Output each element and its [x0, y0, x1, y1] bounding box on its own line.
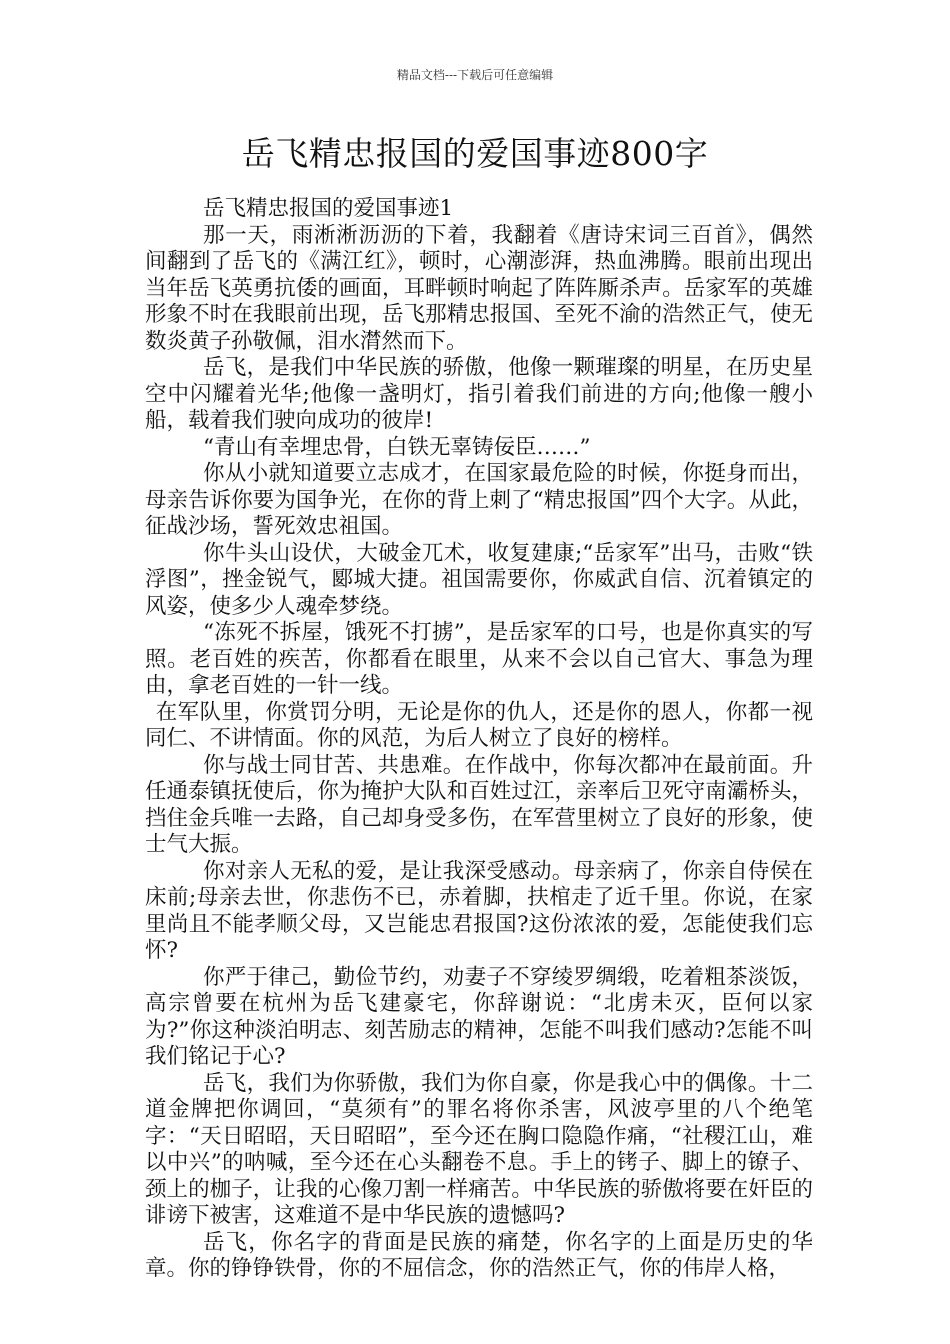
paragraph-3: “青山有幸埋忠骨，白铁无辜铸佞臣……” — [203, 434, 591, 460]
paragraph-7: 在军队里，你赏罚分明，无论是你的仇人，还是你的恩人，你都一视同仁、不讲情面。你的风范，为后人树立了良好的榜样。 — [145, 699, 813, 751]
paragraph-1: 那一天，雨淅淅沥沥的下着，我翻着《唐诗宋词三百首》，偶然间翻到了岳飞的《满江红》，顿时，心潮澎湃，热血沸腾。眼前出现出当年岳飞英勇抗倭的画面，耳畔顿时响起了阵阵厮杀声。岳家军的英雄形象不时在我眼前出现，岳飞那精忠报国、至死不渝的浩然正气，使无数炎黄子孙敬佩，泪水潸然而下。 — [145, 222, 813, 354]
paragraph-6: “冻死不拆屋，饿死不打掳”，是岳家军的口号，也是你真实的写照。老百姓的疾苦，你都看在眼里，从来不会以自己官大、事急为理由，拿老百姓的一针一线。 — [145, 620, 813, 698]
document-body — [145, 196, 813, 1283]
paragraph-11: 岳飞，我们为你骄傲，我们为你自豪，你是我心中的偶像。十二道金牌把你调回，“莫须有”的罪名将你杀害，风波亭里的八个绝笔字：“天日昭昭，天日昭昭”，至今还在胸口隐隐作痛，“社稷江山，难以中兴”的呐喊，至今还在心头翻卷不息。手上的铐子、脚上的镣子、颈上的枷子，让我的心像刀割一样痛苦。中华民族的骄傲将要在奸臣的诽谤下被害，这难道不是中华民族的遗憾吗? — [145, 1070, 813, 1228]
header-note: 精品文档---下载后可任意编辑 — [396, 68, 554, 82]
paragraph-10: 你严于律己，勤俭节约，劝妻子不穿绫罗绸缎，吃着粗茶淡饭，高宗曾要在杭州为岳飞建豪宅，你辞谢说：“北虏未灭，臣何以家为?”你这种淡泊明志、刻苦励志的精神，怎能不叫我们感动?怎能不叫我们铭记于心? — [145, 964, 813, 1069]
document-title: 岳飞精忠报国的爱国事迹800字 — [241, 134, 709, 173]
paragraph-2: 岳飞，是我们中华民族的骄傲，他像一颗璀璨的明星，在历史星空中闪耀着光华;他像一盏明灯，指引着我们前进的方向;他像一艘小船，载着我们驶向成功的彼岸! — [145, 355, 813, 433]
paragraph-9: 你对亲人无私的爱，是让我深受感动。母亲病了，你亲自侍侯在床前;母亲去世，你悲伤不已，赤着脚，扶棺走了近千里。你说，在家里尚且不能孝顺父母，又岂能忠君报国?这份浓浓的爱，怎能使我们忘怀? — [145, 858, 813, 963]
paragraph-12: 岳飞，你名字的背面是民族的痛楚，你名字的上面是历史的华章。你的铮铮铁骨，你的不屈信念，你的浩然正气，你的伟岸人格， — [145, 1229, 813, 1281]
paragraph-5: 你牛头山设伏，大破金兀术，收复建康;“岳家军”出马，击败“铁浮图”，挫金锐气，郾城大捷。祖国需要你，你威武自信、沉着镇定的风姿，使多少人魂牵梦绕。 — [145, 540, 813, 619]
document-subheading: 岳飞精忠报国的爱国事迹1 — [203, 196, 454, 221]
paragraph-4: 你从小就知道要立志成才，在国家最危险的时候，你挺身而出，母亲告诉你要为国争光，在你的背上刺了“精忠报国”四个大字。从此，征战沙场，誓死效忠祖国。 — [145, 461, 813, 539]
paragraph-8: 你与战士同甘苦、共患难。在作战中，你每次都冲在最前面。升任通泰镇抚使后，你为掩护大队和百姓过江，亲率后卫死守南灞桥头，挡住金兵唯一去路，自己却身受多伤，在军营里树立了良好的形象，使士气大振。 — [145, 752, 813, 857]
